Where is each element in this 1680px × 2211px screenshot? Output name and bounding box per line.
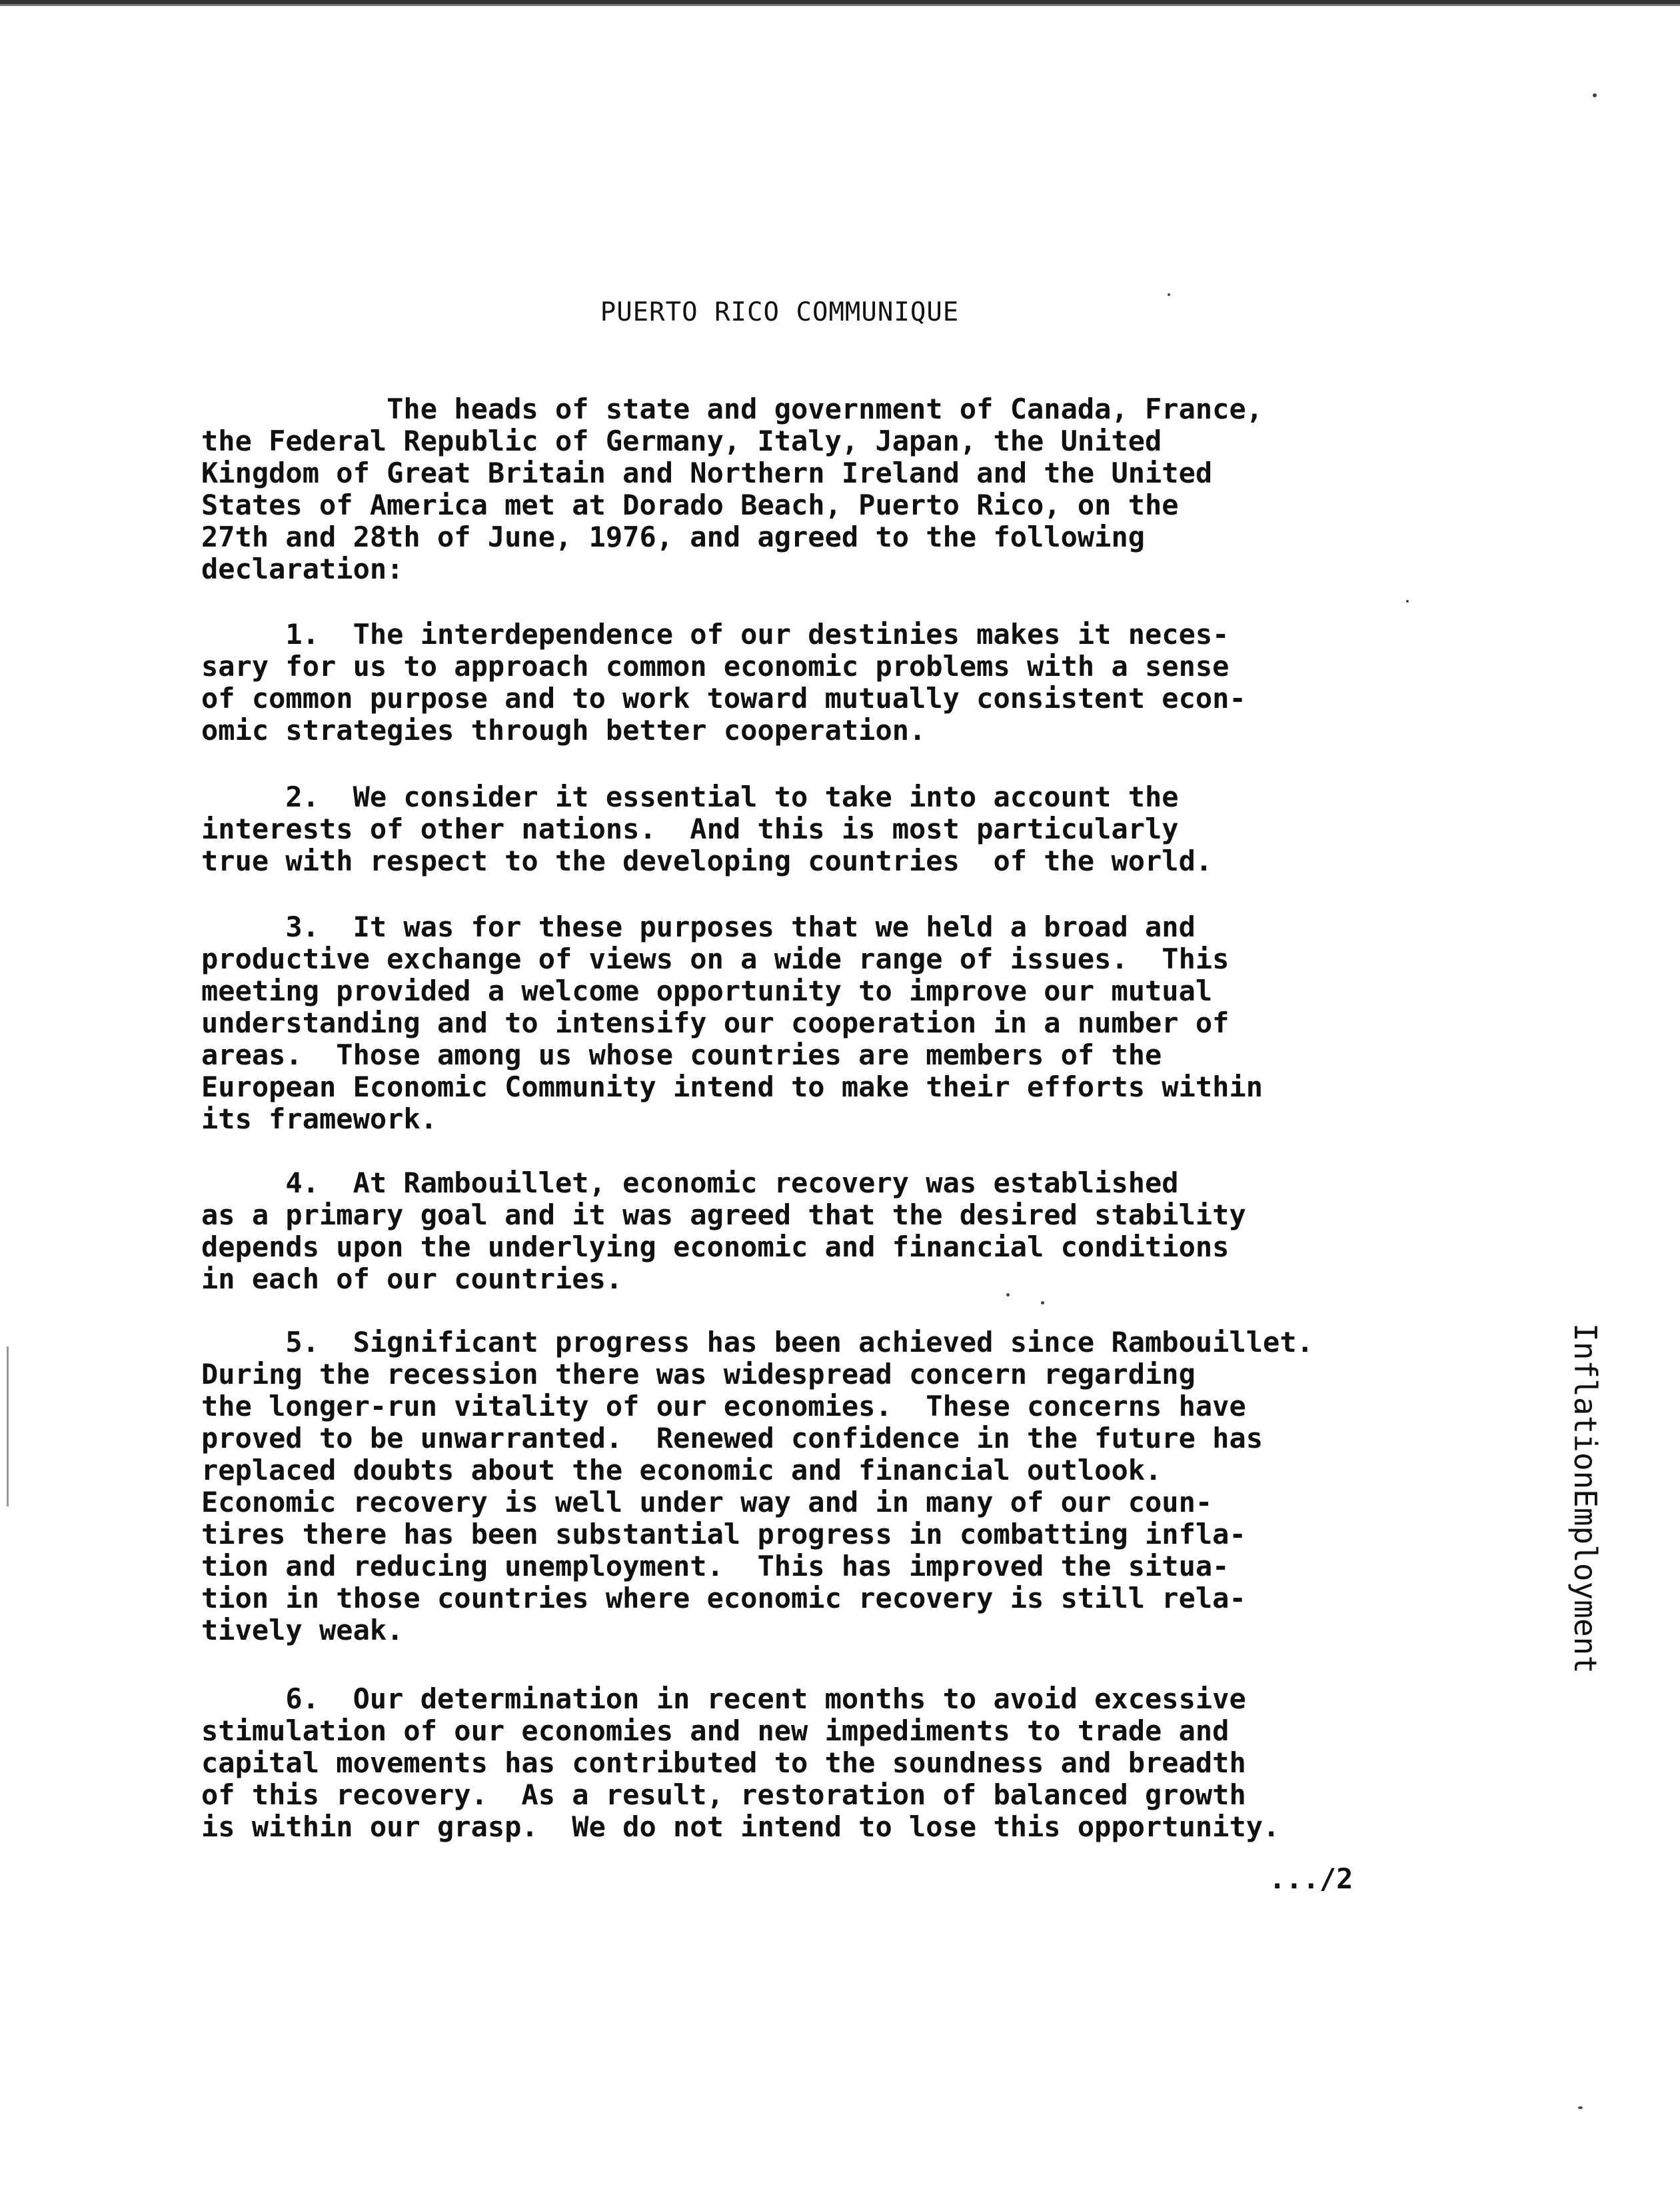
margin-annotation <box>1567 1323 1603 1674</box>
paragraph-5: 5. Significant progress has been achieved since Rambouillet. During the recession there was widespread concern regarding the longer-run vitality of our economies. These concerns have proved to be unwarranted. Renewed confidence in the future has replaced doubts about the economic and financial outlook. Economic recovery is well under way and in many of our coun- tires there has been substantial progress in combatting infla- tion and reducing unemployment. This has improved the situa- tion in those countries where economic recovery is still rela- tively weak. <box>201 1326 1313 1646</box>
scan-speck <box>1593 93 1597 97</box>
margin-note-employment: Employment <box>1567 1489 1603 1674</box>
continuation-marker: .../2 <box>1269 1862 1353 1895</box>
top-edge-rule <box>0 0 1680 8</box>
scan-speck <box>1168 293 1170 296</box>
intro-paragraph: The heads of state and government of Canada, France, the Federal Republic of Germany, Italy, Japan, the United Kingdom of Great Britain and Northern Ireland and the United States of America met at Dorado Beach, Puerto Rico, on the 27th and 28th of June, 1976, and agreed to the following declaration: <box>201 393 1263 585</box>
scan-speck <box>1578 2106 1583 2109</box>
document-title: PUERTO RICO COMMUNIQUE <box>600 297 960 327</box>
paragraph-6: 6. Our determination in recent months to avoid excessive stimulation of our economies and new impediments to trade and capital movements has contributed to the soundness and breadth of this recovery. As a result, restoration of balanced growth is within our grasp. We do not intend to lose this opportunity. <box>201 1682 1280 1843</box>
paragraph-4: 4. At Rambouillet, economic recovery was established as a primary goal and it was agreed that the desired stability depends upon the underlying economic and financial conditions in each of our countries. <box>201 1166 1246 1295</box>
margin-note-inflation: Inflation <box>1567 1323 1603 1490</box>
paragraph-1: 1. The interdependence of our destinies makes it neces- sary for us to approach common economic problems with a sense of common purpose and to work toward mutually consistent econ- omic strategies through better cooperation. <box>201 618 1246 747</box>
scan-speck <box>1041 1301 1044 1304</box>
paragraph-3: 3. It was for these purposes that we held a broad and productive exchange of views on a wide range of issues. This meeting provided a welcome opportunity to improve our mutual understanding and to intensify our cooperation in a number of areas. Those among us whose countries are members of the European Economic Community intend to make their efforts within its framework. <box>201 911 1263 1135</box>
scan-speck <box>1406 600 1409 603</box>
left-edge-mark <box>7 1346 9 1506</box>
paragraph-2: 2. We consider it essential to take into account the interests of other nations. And this is most particularly true with respect to the developing countries of the world. <box>201 781 1213 877</box>
